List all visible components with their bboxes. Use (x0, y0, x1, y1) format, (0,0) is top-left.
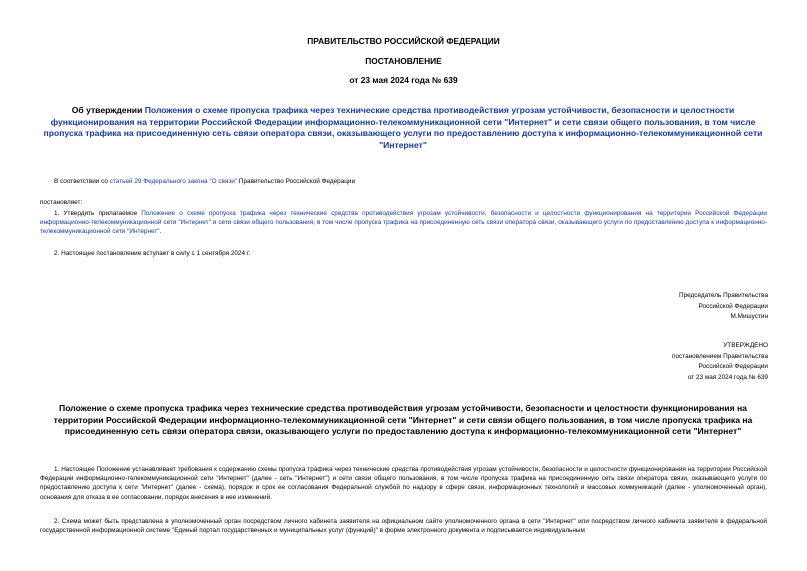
approval-line-2: постановлением Правительства (672, 352, 768, 360)
item-2: 2. Настоящее постановление вступает в силу с 1 сентября 2024 г. (54, 250, 251, 257)
approval-line-3: Российской Федерации (698, 363, 768, 370)
signature-line-2: Российской Федерации (698, 302, 768, 310)
signature-line-3: М.Мишустин (730, 313, 768, 320)
approval-line-4: от 23 мая 2024 года № 639 (687, 373, 768, 381)
document-title (34, 105, 772, 151)
law-article-link[interactable]: статьей 29 Федерального закона "О связи" (109, 178, 238, 185)
preamble-after: Правительство Российской Федерации (237, 178, 356, 185)
item-1-regulation-link[interactable]: Положение о схеме пропуска трафика через технические средства противодействия угрозам устойчивости, безопасности и целостности функционирования на территории Российской Федерации информационно-телекоммуникационной сети "Интернет" и сети связи общего пользования, в том числе пропуска трафика на присоединенную сеть связи оператора связи, оказывающего услуги по предоставлению доступа к информационно-телекоммуникационной сети "Интернет" (40, 210, 767, 236)
item-1-after: . (159, 228, 162, 236)
signature-line-1: Председатель Правительства (679, 292, 768, 299)
regulation-paragraph-2: 2. Схема может быть представлена в уполномоченный орган посредством личного кабинета заявителя на официальном сайте уполномоченного органа в сети "Интернет" или посредством личного кабинета заявителя в федеральной государственной информационной системе "Единый портал государственных и муниципальных услуг (функций)" в форме электронного документа и подписывается индивидуальным (40, 518, 767, 535)
preamble-before: В соответствии со (54, 178, 110, 185)
government-header: ПРАВИТЕЛЬСТВО РОССИЙСКОЙ ФЕДЕРАЦИИ (307, 36, 500, 46)
item-1 (40, 209, 767, 237)
document-type: ПОСТАНОВЛЕНИЕ (365, 56, 442, 66)
resolves-word: постановляет: (40, 199, 83, 206)
title-regulation-link[interactable]: Положения о схеме пропуска трафика через технические средства противодействия угрозам устойчивости, безопасности и целостности функционирования на территории Российской Федерации информационно-телекоммуникационной сети "Интернет" и сети связи общего пользования, в том числе пропуска трафика на присоединенную сеть связи оператора связи, оказывающего услуги по предоставлению доступа к информационно-телекоммуникационной сети "Интернет" (43, 105, 763, 150)
approval-line-1: УТВЕРЖДЕНО (723, 342, 768, 349)
signature-block (679, 291, 768, 323)
regulation-title: Положение о схеме пропуска трафика через технические средства противодействия угрозам устойчивости, безопасности и целостности функционирования на территории Российской Федерации информационно-телекоммуникационной сети "Интернет" и сети связи общего пользования, в том числе пропуска трафика на присоединенную сеть связи оператора связи, оказывающего услуги по предоставлению доступа к информационно-телекоммуникационной сети "Интернет" (53, 403, 753, 437)
item-1-before: 1. Утвердить прилагаемое (54, 210, 142, 217)
document-date-number: от 23 мая 2024 года № 639 (349, 75, 458, 85)
approval-block (672, 341, 768, 383)
regulation-paragraph-1: 1. Настоящее Положение устанавливает требования к содержанию схемы пропуска трафика через технические средства противодействия угрозам устойчивости, безопасности и целостности функционирования на территории Российской Федерации информационно-телекоммуникационной сети "Интернет" (далее - сеть "Интернет") и сети связи общего пользования, в том числе пропуска трафика на присоединенную сеть связи оператора связи, оказывающего услуги по предоставлению доступа к сети "Интернет" (далее - схема), порядок и срок ее согласования Федеральной службой по надзору в сфере связи, информационных технологий и массовых коммуникаций (далее - уполномоченный орган), основания для отказа в ее согласовании, порядок внесения в нее изменений. (40, 466, 767, 501)
title-prefix: Об утверждении (71, 105, 145, 115)
preamble (40, 177, 767, 186)
